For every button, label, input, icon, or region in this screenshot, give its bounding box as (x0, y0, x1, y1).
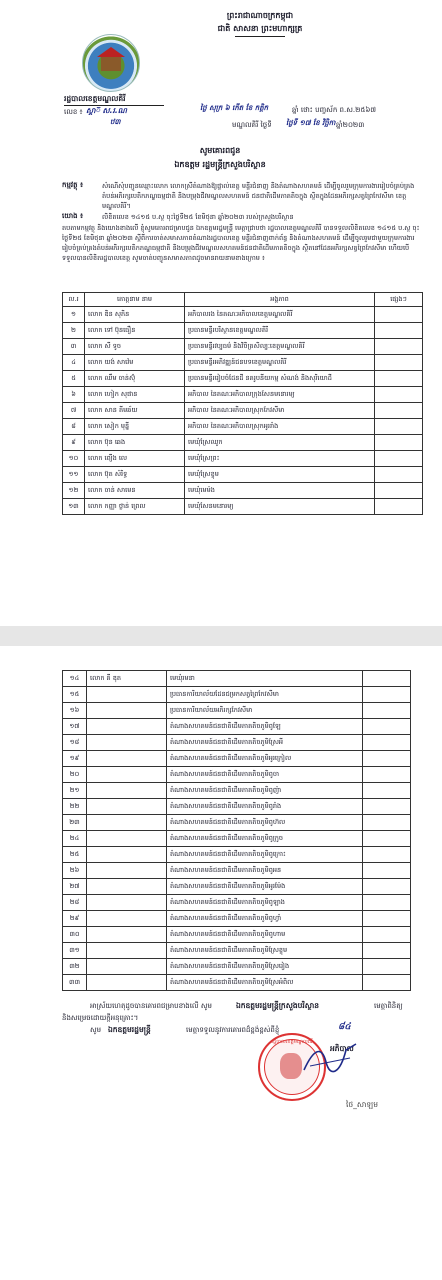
row-number: ៣៣ (63, 975, 87, 991)
row-unit: អភិបាល នៃគណៈអភិបាលក្រុងសែនមនោរម្យ (185, 387, 375, 403)
row-number: ២៦ (63, 863, 87, 879)
row-unit: អភិបាលរង នៃគណៈអភិបាលខេត្តមណ្ឌលគិរី (185, 307, 375, 323)
row-unit: តំណាងសហគមន៍ជនជាតិដើមភាគតិចភូមិស្រែអំពិល (167, 975, 363, 991)
row-name (87, 943, 167, 959)
province-emblem-icon (82, 34, 140, 92)
closing-line-1-recipient: ឯកឧត្តមរដ្ឋមន្ត្រីក្រសួងបរិស្ថាន (236, 1001, 320, 1010)
row-number: ១៦ (63, 703, 87, 719)
row-other (363, 799, 411, 815)
row-other (375, 307, 423, 323)
table-row (63, 387, 423, 403)
table-row (63, 831, 411, 847)
national-motto: ជាតិ សាសនា ព្រះមហាក្សត្រ (217, 24, 303, 33)
row-other (375, 403, 423, 419)
row-other (363, 927, 411, 943)
row-unit: ប្រធានការិយាល័យដែនជម្រកសត្វព្រៃកែវសីមា (167, 687, 363, 703)
closing-line-1-c: មេត្តាពិនិត្យ (374, 1002, 403, 1010)
table-row (63, 467, 423, 483)
reference-number: ស្គា៊ ស.រ.ណ (86, 106, 127, 115)
row-name: លោក ព្យើង លេ (85, 451, 185, 467)
row-name: លោក យង់ សាវ៉េម (85, 355, 185, 371)
header-number: ល.រ (63, 293, 85, 307)
row-name (87, 927, 167, 943)
table-row (63, 451, 423, 467)
row-number: ២១ (63, 783, 87, 799)
members-table-page-1 (62, 292, 423, 515)
reference-label: យោង ៖ (62, 212, 84, 220)
table-header-row (63, 293, 423, 307)
solar-date-year: ឆ្នាំ២០២៣ (336, 121, 365, 129)
row-unit: តំណាងសហគមន៍ជនជាតិដើមភាគតិចភូមិពូអន (167, 863, 363, 879)
row-unit: តំណាងសហគមន៍ជនជាតិដើមភាគតិចភូមិពូឡាង (167, 895, 363, 911)
solar-date-printed: មណ្ឌលគិរី ថ្ងៃទី (232, 121, 272, 129)
row-number: ៣២ (63, 959, 87, 975)
row-number: ២៤ (63, 831, 87, 847)
row-other (375, 499, 423, 515)
row-other (363, 783, 411, 799)
table-row (63, 483, 423, 499)
row-unit: មេឃុំស្រែខ្ទុម (185, 467, 375, 483)
row-name (87, 751, 167, 767)
row-unit: តំណាងសហគមន៍ជនជាតិដើមភាគតិចភូមិអូរម៉ែង (167, 879, 363, 895)
row-other (363, 911, 411, 927)
row-name: លោក សី ទូច (85, 339, 185, 355)
row-unit: មេឃុំមេម៉ង (185, 483, 375, 499)
row-number: ១៧ (63, 719, 87, 735)
row-name: លោក សាន គីមឆ័យ (85, 403, 185, 419)
lunar-date-printed: ឆ្នាំ ថោះ បញ្ចស័ក ព.ស.២៥៦៧ (292, 106, 377, 114)
closing-line-3-a: សូម (90, 1026, 102, 1034)
document-page-2 (0, 646, 442, 1280)
row-name (87, 959, 167, 975)
table-row (63, 799, 411, 815)
row-number: ៣០ (63, 927, 87, 943)
row-name: លោក ឌិន សុភិន (85, 307, 185, 323)
row-unit: តំណាងសហគមន៍ជនជាតិដើមភាគតិចភូមិពូហាម (167, 927, 363, 943)
handwritten-mark: ៨៤ (338, 1022, 351, 1032)
table-row (63, 687, 411, 703)
row-unit: តំណាងសហគមន៍ជនជាតិដើមភាគតិចភូមិពូញ៉ា (167, 783, 363, 799)
table-row (63, 767, 411, 783)
table-row (63, 863, 411, 879)
row-unit: ប្រធានមន្ទីរអភិវឌ្ឍន៍ជនបទខេត្តមណ្ឌលគិរី (185, 355, 375, 371)
row-other (375, 371, 423, 387)
row-unit: តំណាងសហគមន៍ជនជាតិដើមភាគតិចភូមិស្រែរៀង (167, 959, 363, 975)
row-name (87, 847, 167, 863)
row-name: លោក សៀក មុន្នី (85, 419, 185, 435)
reference-number-label: លេខ ៖ (64, 108, 83, 116)
row-number: ៨ (63, 419, 85, 435)
kingdom-heading: ព្រះរាជាណាចក្រកម្ពុជា (226, 11, 294, 20)
row-unit: តំណាងសហគមន៍ជនជាតិដើមភាគតិចភូមិអូរក្រៀល (167, 751, 363, 767)
table-row (63, 879, 411, 895)
page-separator (0, 626, 442, 646)
subject-label: កម្មវត្ថុ ៖ (62, 181, 84, 189)
row-other (363, 959, 411, 975)
row-number: ២៩ (63, 911, 87, 927)
header-name: គោត្តនាម នាម (85, 293, 185, 307)
lunar-date-handwritten: ថ្ងៃ សុក្រ ៦ កើត ខែ កត្តិក (200, 104, 269, 112)
subject-text: សំណើសុំបញ្ជូនឈ្មោះលោក លោកស្រីតំណាងឱ្យផ្ទាល់ខេត្ត មន្ទីរជំនាញ និងតំណាងសហគមន៍ ដើម្បីចូលរួមក្រុមការងាររៀបចំគ្រប់គ្រងតំបន់អភិរក្សបេតិកភណ្ឌធម្មជាតិ និងបម្រុងជីវមណ្ឌលសហគមន៍ ជនជាតិដើមភាគតិចក្នុង ស្ថិតក្នុងដែនអភិរក្សសត្វព្រៃកែវសីមា ខេត្តមណ្ឌលគិរី។ (102, 182, 415, 210)
row-number: ១០ (63, 451, 85, 467)
row-unit: មេឃុំរមនា (167, 671, 363, 687)
table-row (63, 895, 411, 911)
row-number: ២២ (63, 799, 87, 815)
row-number: ១៥ (63, 687, 87, 703)
row-unit: តំណាងសហគមន៍ជនជាតិដើមភាគតិចភូមិស្រែខ្ទុម (167, 943, 363, 959)
row-other (375, 419, 423, 435)
row-name: លោក កញ្ញា ថ្លាន់ ព្រេល (85, 499, 185, 515)
row-number: ១២ (63, 483, 85, 499)
row-other (375, 387, 423, 403)
table-row (63, 355, 423, 371)
row-number: ១៨ (63, 735, 87, 751)
row-other (375, 435, 423, 451)
closing-line-1-a: អាស្រ័យហេតុដូចបានគោរពជម្រាបខាងលើ សូម (90, 1002, 212, 1010)
row-unit: តំណាងសហគមន៍ជនជាតិដើមភាគតិចភូមិស្រែអី (167, 735, 363, 751)
row-name: លោក ទៅ ប៊ុនធឿន (85, 323, 185, 339)
row-unit: តំណាងសហគមន៍ជនជាតិដើមភាគតិចភូមិពូហ្វាំ (167, 911, 363, 927)
row-unit: តំណាងសហគមន៍ជនជាតិដើមភាគតិចភូមិពូឡែ (167, 719, 363, 735)
row-unit: មេឃុំស្រែព្រះ (185, 451, 375, 467)
row-number: ៩ (63, 435, 85, 451)
row-name (87, 767, 167, 783)
row-unit: តំណាងសហគមន៍ជនជាតិដើមភាគតិចភូមិពូចា (167, 767, 363, 783)
row-unit: ប្រធានមន្ទីរវប្បធម៌ និងវិចិត្រសិល្បៈខេត្តមណ្ឌលគិរី (185, 339, 375, 355)
row-other (363, 815, 411, 831)
reference-text: លិខិតលេខ ១៤១៥ ប.ស្ថ ចុះថ្ងៃទី២៥ ខែមិថុនា ឆ្នាំ២០២៣ របស់ក្រសួងបរិស្ថាន (102, 213, 294, 221)
body-paragraph: តបតាមកម្មវត្ថុ និងយោងខាងលើ ខ្ញុំសូមគោរពជម្រាបជូន ឯកឧត្តមរដ្ឋមន្ត្រី មេត្តាជ្រាបថា រដ្ឋបាលខេត្តមណ្ឌលគិរី បានទទួលលិខិតលេខ ១៤១៥ ប.ស្ថ ចុះថ្ងៃទី២៥ ខែមិថុនា ឆ្នាំ២០២៣ ស្ដីពីការចាត់សមាសភាពតំណាងរដ្ឋបាលខេត្ត មន្ទីរជំនាញពាក់ព័ន្ធ និងតំណាងសហគមន៍ ដើម្បីចូលរួមជាមួយក្រុមការងាររៀបចំគ្រប់គ្រងតំបន់អភិរក្សបេតិកភណ្ឌធម្មជាតិ និងបម្រុងជីវមណ្ឌលសហគមន៍ជនជាតិដើមភាគតិចក្នុង ស្ថិតនៅដែនអភិរក្សសត្វព្រៃកែវសីមា ហើយបើទទួលបានលិខិតរដ្ឋបាលខេត្ត សូមចាត់បញ្ជូនសមាសភាពដូចមានរាយនាមខាងក្រោម ៖ (62, 224, 420, 262)
row-number: ២៨ (63, 895, 87, 911)
table-row (63, 735, 411, 751)
row-number: ២០ (63, 767, 87, 783)
table-row (63, 815, 411, 831)
salutation: សូមគោរពជូន (199, 146, 241, 155)
row-other (363, 831, 411, 847)
row-number: ៦ (63, 387, 85, 403)
seal-text: រដ្ឋបាលខេត្តមណ្ឌលគិរី (271, 1039, 313, 1045)
signatory-role: អភិបាល (330, 1044, 354, 1053)
table-row (63, 783, 411, 799)
row-name (87, 831, 167, 847)
row-other (363, 847, 411, 863)
motto-underline (235, 36, 285, 37)
row-other (363, 863, 411, 879)
row-unit: ប្រធានមន្ទីរបរិស្ថានខេត្តមណ្ឌលគិរី (185, 323, 375, 339)
row-name: លោក ឈឹម ចាន់ស៊ុំ (85, 371, 185, 387)
table-row (63, 671, 411, 687)
issuing-office: រដ្ឋបាលខេត្តមណ្ឌលគិរី (64, 94, 126, 103)
row-number: ៧ (63, 403, 85, 419)
row-number: ៣ (63, 339, 85, 355)
row-other (375, 451, 423, 467)
row-name (87, 799, 167, 815)
row-other (375, 483, 423, 499)
table-row (63, 703, 411, 719)
row-number: ១៣ (63, 499, 85, 515)
row-name (87, 783, 167, 799)
table-row (63, 911, 411, 927)
header-unit: អង្គភាព (185, 293, 375, 307)
row-name: លោក ហៀក សុផាន (85, 387, 185, 403)
row-other (363, 767, 411, 783)
signature-icon (300, 1040, 360, 1076)
row-name: លោក គី ឌុត (87, 671, 167, 687)
row-number: ២ (63, 323, 85, 339)
row-number: ៤ (63, 355, 85, 371)
row-name (87, 911, 167, 927)
row-unit: ប្រធានមន្ទីររៀបចំដែនដី នគរូបនីយកម្ម សំណង់ និងសុរិយោដី (185, 371, 375, 387)
row-name: លោក ប៊ុន ឆេង (85, 435, 185, 451)
row-name (87, 687, 167, 703)
row-name: លោក ប៊ុត សំរិទ្ធ (85, 467, 185, 483)
row-name (87, 815, 167, 831)
table-row (63, 435, 423, 451)
solar-date-handwritten: ថ្ងៃទី ១៧ ខែ វិច្ឆិកា (286, 119, 336, 127)
row-other (375, 339, 423, 355)
table-row (63, 943, 411, 959)
row-other (363, 687, 411, 703)
row-number: ១ (63, 307, 85, 323)
row-unit: មេឃុំស្រែឈូក (185, 435, 375, 451)
row-other (363, 943, 411, 959)
row-name: លោក ចាន់ សាមេន (85, 483, 185, 499)
row-name (87, 863, 167, 879)
closing-line-3-recipient: ឯកឧត្តមរដ្ឋមន្ត្រី (108, 1025, 151, 1034)
signatory-name: ថៃ_សាឡម (346, 1100, 378, 1109)
table-row (63, 847, 411, 863)
row-number: ២៣ (63, 815, 87, 831)
row-name (87, 879, 167, 895)
table-row (63, 419, 423, 435)
table-row (63, 403, 423, 419)
row-number: ១១ (63, 467, 85, 483)
table-row (63, 975, 411, 991)
row-number: ២៥ (63, 847, 87, 863)
row-name (87, 975, 167, 991)
row-number: ១៤ (63, 671, 87, 687)
row-unit: អភិបាល នៃគណៈអភិបាលស្រុកអូររាំង (185, 419, 375, 435)
table-row (63, 339, 423, 355)
table-row (63, 751, 411, 767)
row-unit: តំណាងសហគមន៍ជនជាតិដើមភាគតិចភូមិពូរាំង (167, 799, 363, 815)
row-name (87, 735, 167, 751)
document-page-1 (0, 0, 442, 626)
table-row (63, 927, 411, 943)
row-other (363, 703, 411, 719)
members-table-page-2 (62, 670, 411, 991)
table-row (63, 323, 423, 339)
row-other (375, 355, 423, 371)
row-other (363, 671, 411, 687)
table-row (63, 307, 423, 323)
row-unit: អភិបាល នៃគណៈអភិបាលស្រុកកែវសីមា (185, 403, 375, 419)
row-other (363, 751, 411, 767)
table-row (63, 499, 423, 515)
row-other (375, 467, 423, 483)
row-other (363, 975, 411, 991)
row-unit: មេឃុំសែនមនោរម្យ (185, 499, 375, 515)
row-other (363, 879, 411, 895)
row-number: ២៧ (63, 879, 87, 895)
row-other (363, 719, 411, 735)
row-name (87, 895, 167, 911)
row-name (87, 703, 167, 719)
table-row (63, 371, 423, 387)
row-name (87, 719, 167, 735)
row-number: ៣១ (63, 943, 87, 959)
closing-line-2: និងសម្រេចដោយក្តីអនុគ្រោះ។ (62, 1014, 139, 1022)
row-number: ៥ (63, 371, 85, 387)
table-row (63, 959, 411, 975)
row-other (363, 895, 411, 911)
recipient: ឯកឧត្តម រដ្ឋមន្ត្រីក្រសួងបរិស្ថាន (174, 160, 266, 169)
table-row (63, 719, 411, 735)
reference-suffix: ឋ៣ (110, 118, 121, 126)
row-other (375, 323, 423, 339)
row-number: ១៩ (63, 751, 87, 767)
header-other: ផ្សេងៗ (375, 293, 423, 307)
row-unit: តំណាងសហគមន៍ជនជាតិដើមភាគតិចភូមិពូក្រោះ (167, 847, 363, 863)
row-unit: តំណាងសហគមន៍ជនជាតិដើមភាគតិចភូមិពូក្រូច (167, 831, 363, 847)
row-unit: តំណាងសហគមន៍ជនជាតិដើមភាគតិចភូមិពូហ៊ល (167, 815, 363, 831)
row-other (363, 735, 411, 751)
row-unit: ប្រធានការិយាល័យអភិរក្សកែវសីមា (167, 703, 363, 719)
closing-line-3-c: មេត្តាទទួលនូវការគោរពដ៏ខ្ពង់ខ្ពស់ពីខ្ញុំ (186, 1026, 280, 1034)
